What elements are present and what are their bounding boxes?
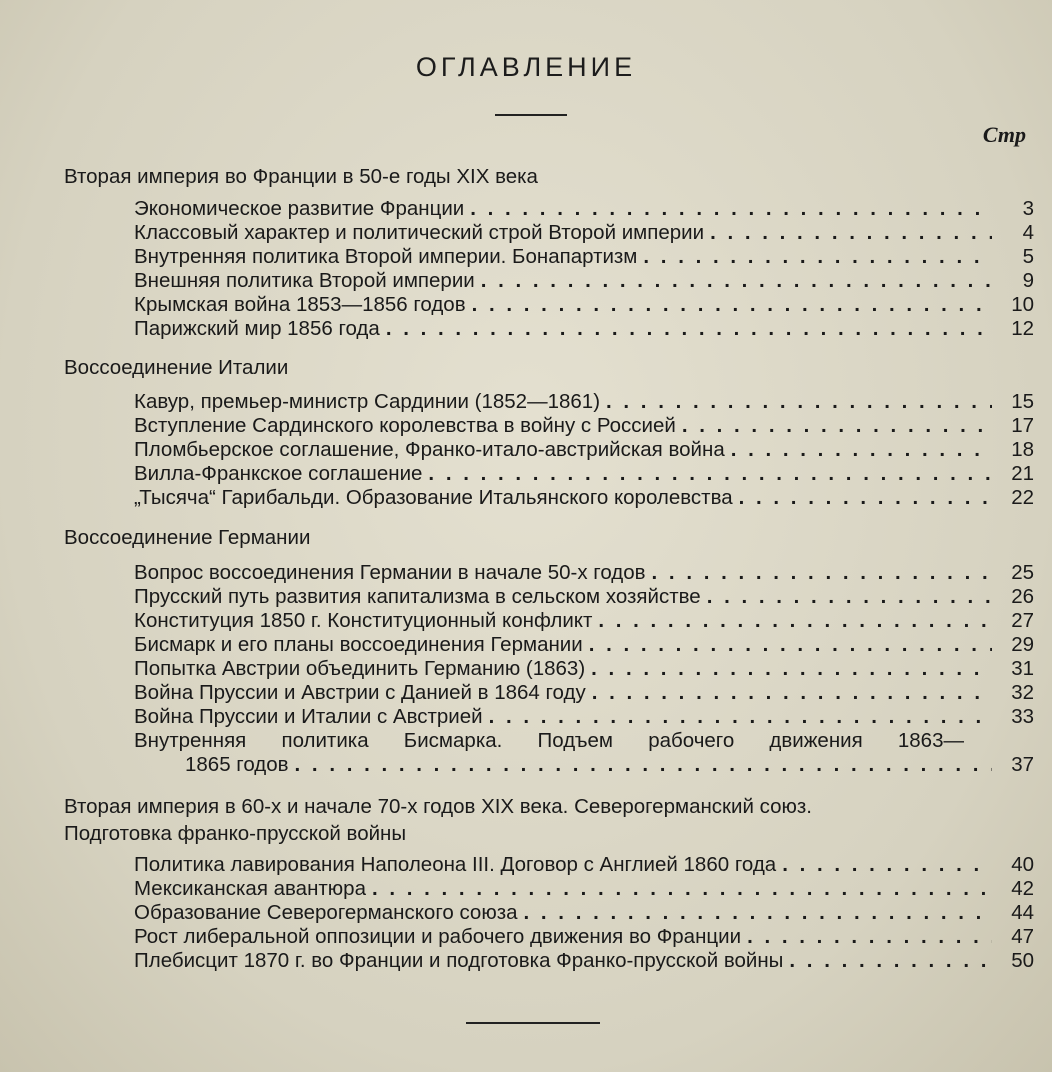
toc-entry — [134, 925, 1034, 949]
dot-leader — [592, 681, 992, 705]
dot-leader — [598, 609, 992, 633]
dot-leader — [710, 221, 992, 245]
toc-entry — [134, 657, 1034, 681]
dot-leader — [470, 197, 992, 221]
entry-text: Плебисцит 1870 г. во Франции и подготовка Франко-прусской войны — [134, 949, 784, 972]
entry-text: Бисмарк и его планы воссоединения Германии — [134, 633, 583, 656]
toc-entry — [134, 853, 1034, 877]
entry-page: 37 — [1011, 753, 1034, 776]
dot-leader — [707, 585, 992, 609]
entry-text: Кавур, премьер-министр Сардинии (1852—1861) — [134, 390, 601, 413]
entry-text: Внешняя политика Второй империи — [134, 269, 475, 292]
entry-text: Вилла-Франкское соглашение — [134, 462, 423, 485]
toc-entry — [134, 414, 1034, 438]
entry-text: Попытка Австрии объединить Германию (1863) — [134, 657, 586, 680]
toc-entry — [134, 293, 1034, 317]
entry-page: 29 — [1011, 633, 1034, 656]
entry-text: Прусский путь развития капитализма в сельском хозяйстве — [134, 585, 701, 608]
dot-leader — [372, 877, 992, 901]
dot-leader — [643, 245, 992, 269]
dot-leader — [589, 633, 992, 657]
entry-text: Внутренняя политика Бисмарка. Подъем рабочего движения 1863— — [134, 729, 964, 752]
end-rule — [466, 1022, 600, 1024]
toc-entry — [134, 681, 1034, 705]
dot-leader — [606, 390, 992, 414]
toc-entry — [134, 390, 1034, 414]
entry-text: Рост либеральной оппозиции и рабочего движения во Франции — [134, 925, 742, 948]
dot-leader — [472, 293, 992, 317]
toc-entry — [134, 245, 1034, 269]
entry-page: 47 — [1011, 925, 1034, 948]
toc-entry — [134, 462, 1034, 486]
entry-page: 31 — [1011, 657, 1034, 680]
toc-entry — [134, 877, 1034, 901]
entry-page: 33 — [1011, 705, 1034, 728]
dot-leader — [428, 462, 992, 486]
toc-entry — [134, 901, 1034, 925]
entry-page: 50 — [1011, 949, 1034, 972]
entry-page: 42 — [1011, 877, 1034, 900]
entry-page: 3 — [1022, 197, 1034, 220]
toc-entry — [134, 438, 1034, 462]
dot-leader — [789, 949, 992, 973]
toc-entry — [134, 949, 1034, 973]
toc-entry — [134, 197, 1034, 221]
entry-text: Мексиканская авантюра — [134, 877, 366, 900]
entry-text: Вступление Сардинского королевства в войну с Россией — [134, 414, 676, 437]
entry-page: 9 — [1022, 269, 1034, 292]
entry-text-cont: 1865 годов — [185, 753, 289, 776]
entry-page: 32 — [1011, 681, 1034, 704]
dot-leader — [782, 853, 992, 877]
entry-page: 10 — [1011, 293, 1034, 316]
entry-text: Война Пруссии и Австрии с Данией в 1864 году — [134, 681, 586, 704]
section-heading: Вторая империя в 60-х и начале 70-х годов XIX века. Северогерманский союз. — [64, 795, 812, 818]
toc-title: ОГЛАВЛЕНИЕ — [415, 52, 637, 82]
dot-leader — [652, 561, 992, 585]
dot-leader — [739, 486, 992, 510]
entry-page: 27 — [1011, 609, 1034, 632]
section-heading-cont: Подготовка франко-прусской войны — [64, 822, 407, 845]
entry-page: 17 — [1011, 414, 1034, 437]
entry-page: 4 — [1022, 221, 1034, 244]
dot-leader — [682, 414, 992, 438]
entry-page: 25 — [1011, 561, 1034, 584]
entry-page: 12 — [1011, 317, 1034, 340]
section-heading: Воссоединение Италии — [64, 356, 289, 379]
entry-text: Конституция 1850 г. Конституционный конфликт — [134, 609, 593, 632]
toc-entry — [134, 585, 1034, 609]
entry-page: 5 — [1022, 245, 1034, 268]
dot-leader — [731, 438, 992, 462]
toc-entry — [134, 609, 1034, 633]
toc-entry — [134, 561, 1034, 585]
toc-entry — [134, 269, 1034, 293]
entry-text: Крымская война 1853—1856 годов — [134, 293, 466, 316]
entry-page: 26 — [1011, 585, 1034, 608]
dot-leader — [295, 753, 992, 777]
section-heading: Воссоединение Германии — [64, 526, 311, 549]
toc-entry — [134, 705, 1034, 729]
entry-text: Экономическое развитие Франции — [134, 197, 465, 220]
entry-text: Политика лавирования Наполеона III. Договор с Англией 1860 года — [134, 853, 777, 876]
entry-page: 44 — [1011, 901, 1034, 924]
entry-text: Классовый характер и политический строй Второй империи — [134, 221, 705, 244]
entry-page: 21 — [1011, 462, 1034, 485]
entry-page: 22 — [1011, 486, 1034, 509]
dot-leader — [386, 317, 992, 341]
section-heading: Вторая империя во Франции в 50-е годы XIX века — [64, 165, 538, 188]
dot-leader — [489, 705, 992, 729]
entry-page: 15 — [1011, 390, 1034, 413]
toc-entry-continuation — [185, 753, 1034, 777]
entry-text: Парижский мир 1856 года — [134, 317, 380, 340]
entry-page: 40 — [1011, 853, 1034, 876]
entry-text: Образование Северогерманского союза — [134, 901, 518, 924]
toc-entry — [134, 317, 1034, 341]
entry-text: Пломбьерское соглашение, Франко-итало-австрийская война — [134, 438, 725, 461]
entry-text: Внутренняя политика Второй империи. Бонапартизм — [134, 245, 638, 268]
toc-entry — [134, 221, 1034, 245]
title-underline — [495, 114, 567, 116]
page-column-label: Стр — [982, 122, 1026, 147]
dot-leader — [481, 269, 992, 293]
dot-leader — [747, 925, 992, 949]
toc-entry — [134, 486, 1034, 510]
dot-leader — [524, 901, 992, 925]
entry-page: 18 — [1011, 438, 1034, 461]
entry-text: Вопрос воссоединения Германии в начале 50-х годов — [134, 561, 646, 584]
dot-leader — [591, 657, 992, 681]
entry-text: Война Пруссии и Италии с Австрией — [134, 705, 483, 728]
toc-entry — [134, 633, 1034, 657]
entry-text: „Тысяча“ Гарибальди. Образование Итальянского королевства — [134, 486, 733, 509]
